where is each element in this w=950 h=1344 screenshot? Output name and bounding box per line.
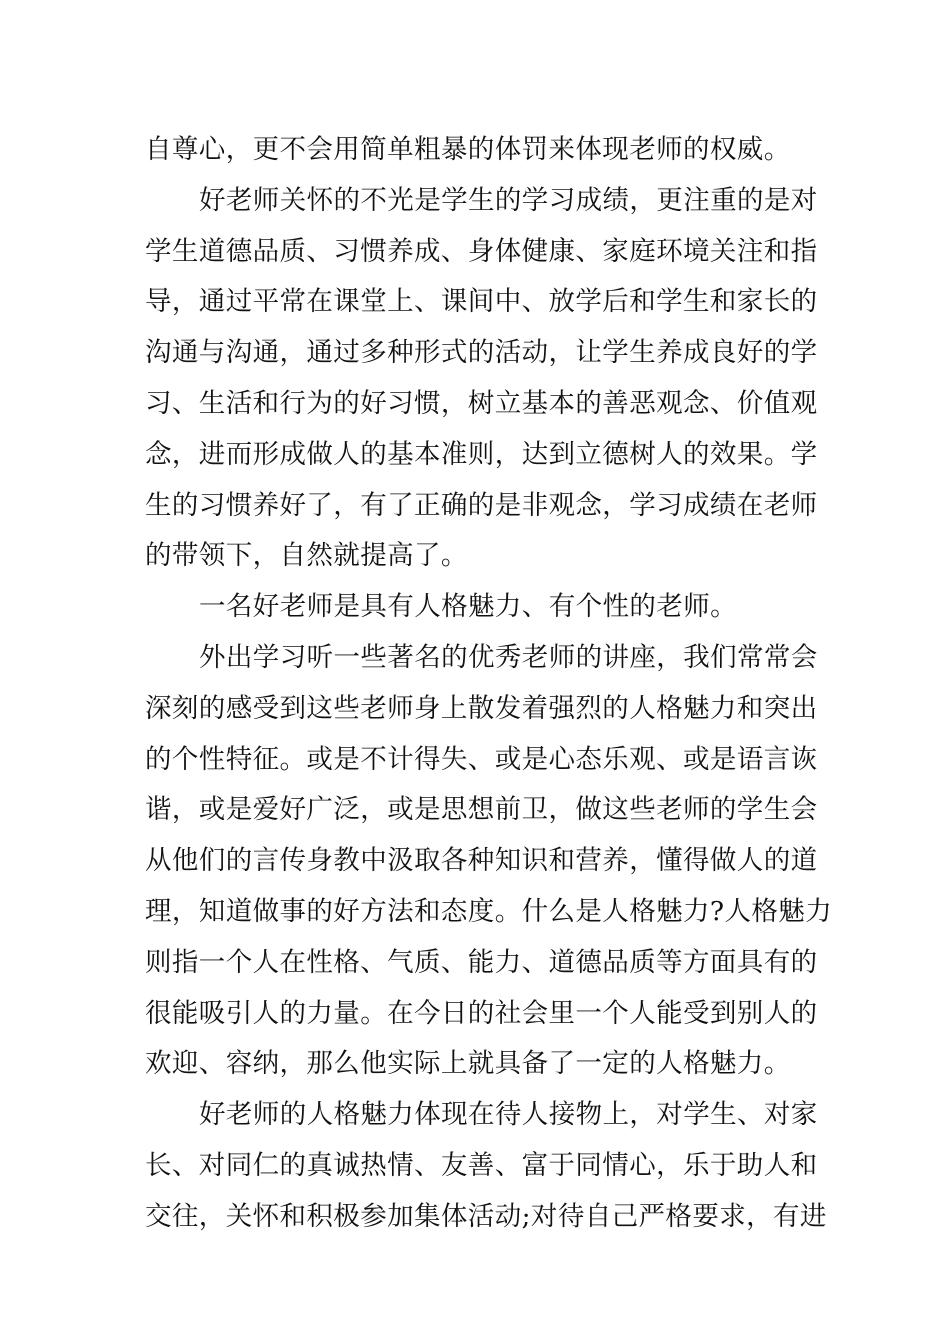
text-line: 生的习惯养好了，有了正确的是非观念，学习成绩在老师: [145, 489, 818, 521]
text-line: 深刻的感受到这些老师身上散发着强烈的人格魅力和突出: [145, 692, 818, 724]
text-line: 外出学习听一些著名的优秀老师的讲座，我们常常会: [199, 641, 818, 673]
document-body: [145, 125, 833, 1243]
text-line: 从他们的言传身教中汲取各种知识和营养，懂得做人的道: [145, 845, 818, 877]
text-line: 的带领下，自然就提高了。: [145, 540, 468, 572]
text-line: 好老师关怀的不光是学生的学习成绩，更注重的是对: [199, 184, 818, 216]
text-line: 很能吸引人的力量。在今日的社会里一个人能受到别人的: [145, 997, 818, 1029]
text-line: 交往，关怀和积极参加集体活动;对待自己严格要求，有进: [145, 1200, 827, 1232]
text-line: 欢迎、容纳，那么他实际上就具备了一定的人格魅力。: [145, 1048, 791, 1080]
text-line: 导，通过平常在课堂上、课间中、放学后和学生和家长的: [145, 286, 818, 318]
text-line: 习、生活和行为的好习惯，树立基本的善恶观念、价值观: [145, 387, 818, 419]
text-line: 一名好老师是具有人格魅力、有个性的老师。: [199, 591, 737, 623]
text-line: 学生道德品质、习惯养成、身体健康、家庭环境关注和指: [145, 235, 818, 267]
text-line: 长、对同仁的真诚热情、友善、富于同情心，乐于助人和: [145, 1149, 818, 1181]
text-line: 自尊心，更不会用简单粗暴的体罚来体现老师的权威。: [145, 134, 791, 165]
text-line: 沟通与沟通，通过多种形式的活动，让学生养成良好的学: [145, 337, 818, 369]
text-line: 的个性特征。或是不计得失、或是心态乐观、或是语言诙: [145, 743, 818, 775]
text-line: 理，知道做事的好方法和态度。什么是人格魅力?人格魅力: [145, 895, 833, 927]
text-line: 谐，或是爱好广泛，或是思想前卫，做这些老师的学生会: [145, 794, 818, 826]
text-line: 则指一个人在性格、气质、能力、道德品质等方面具有的: [145, 946, 818, 978]
text-line: 好老师的人格魅力体现在待人接物上，对学生、对家: [199, 1099, 818, 1131]
text-line: 念，进而形成做人的基本准则，达到立德树人的效果。学: [145, 438, 818, 470]
